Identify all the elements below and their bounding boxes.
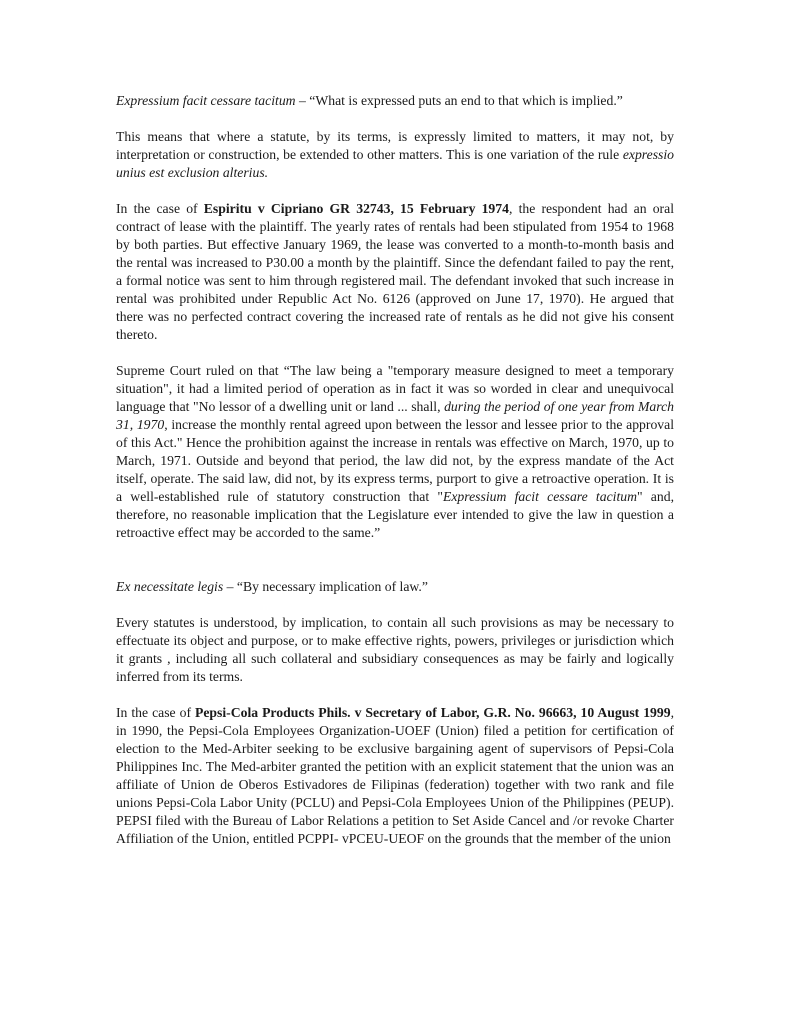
- paragraph-implication: Every statutes is understood, by implication, to contain all such provisions as may be necessary to effectuate its object and purpose, or to make effective rights, powers, privileges or jurisdiction which it grants , including all such collateral and subsidiary consequences as may be fairly and logically inferred from its terms.: [116, 615, 674, 684]
- maxim-translation: “By necessary implication of law.”: [236, 579, 428, 594]
- maxim-heading-expressium: Expressium facit cessare tacitum – “What is expressed puts an end to that which is implied.”: [116, 93, 623, 108]
- paragraph-case-espiritu: In the case of Espiritu v Cipriano GR 32743, 15 February 1974, the respondent had an oral contract of lease with the plaintiff. The yearly rates of rentals had been stipulated from 1954 to 1968 by both parties. But effective January 1969, the lease was converted to a month-to-month basis and the rental was increased to P30.00 a month by the plaintiff. Since the defendant failed to pay the rent, a formal notice was sent to him through registered mail. The defendant invoked that such increase in rental was prohibited under Republic Act No. 6126 (approved on June 17, 1970). He argued that there was no perfected contract covering the increased rate of rentals as he did not give his consent thereto.: [116, 201, 674, 342]
- maxim-translation: “What is expressed puts an end to that which is implied.”: [309, 93, 623, 108]
- case-citation: Pepsi-Cola Products Phils. v Secretary of Labor, G.R. No. 96663, 10 August 1999: [194, 705, 671, 720]
- case-citation: Espiritu v Cipriano GR 32743, 15 February 1974: [203, 201, 509, 216]
- paragraph-ruling: Supreme Court ruled on that “The law being a "temporary measure designed to meet a temporary situation", it had a limited period of operation as in fact it was so worded in clear and unequivocal language that "No lessor of a dwelling unit or land ... shall, during the period of one year from March 31, 1970, increase the monthly rental agreed upon between the lessor and lessee prior to the approval of this Act." Hence the prohibition against the increase in rentals was effective on March, 1970, up to March, 1971. Outside and beyond that period, the law did not, by the express mandate of the Act itself, operate. The said law, did not, by its express terms, purport to give a retroactive operation. It is a well-established rule of statutory construction that "Expressium facit cessare tacitum" and, therefore, no reasonable implication that the Legislature ever intended to give the law in question a retroactive effect may be accorded to the same.”: [116, 363, 675, 540]
- paragraph-case-pepsi: In the case of Pepsi-Cola Products Phils. v Secretary of Labor, G.R. No. 96663, 10 August 1999, in 1990, the Pepsi-Cola Employees Organization-UOEF (Union) filed a petition for certification of election to the Med-Arbiter seeking to be exclusive bargaining agent of supervisors of Pepsi-Cola Philippines Inc. The Med-arbiter granted the petition with an explicit statement that the union was an affiliate of Union de Oberos Estivadores de Filipinas (federation) together with two rank and file unions Pepsi-Cola Labor Unity (PCLU) and Pepsi-Cola Employees Union of the Philippines (PEUP). PEPSI filed with the Bureau of Labor Relations a petition to Set Aside Cancel and /or revoke Charter Affiliation of the Union, entitled PCPPI- vPCEU-UEOF on the grounds that the member of the union: [116, 705, 674, 846]
- maxim-term: Ex necessitate legis: [116, 579, 224, 594]
- maxim-heading-ex-necessitate: Ex necessitate legis – “By necessary implication of law.”: [116, 579, 428, 594]
- rule-name: expressio unius est exclusion alterius.: [116, 147, 674, 180]
- maxim-term: Expressium facit cessare tacitum: [116, 93, 296, 108]
- paragraph-definition: This means that where a statute, by its terms, is expressly limited to matters, it may not, by interpretation or construction, be extended to other matters. This is one variation of the rule expressio unius est exclusion alterius.: [116, 129, 674, 180]
- document-body: [116, 92, 674, 866]
